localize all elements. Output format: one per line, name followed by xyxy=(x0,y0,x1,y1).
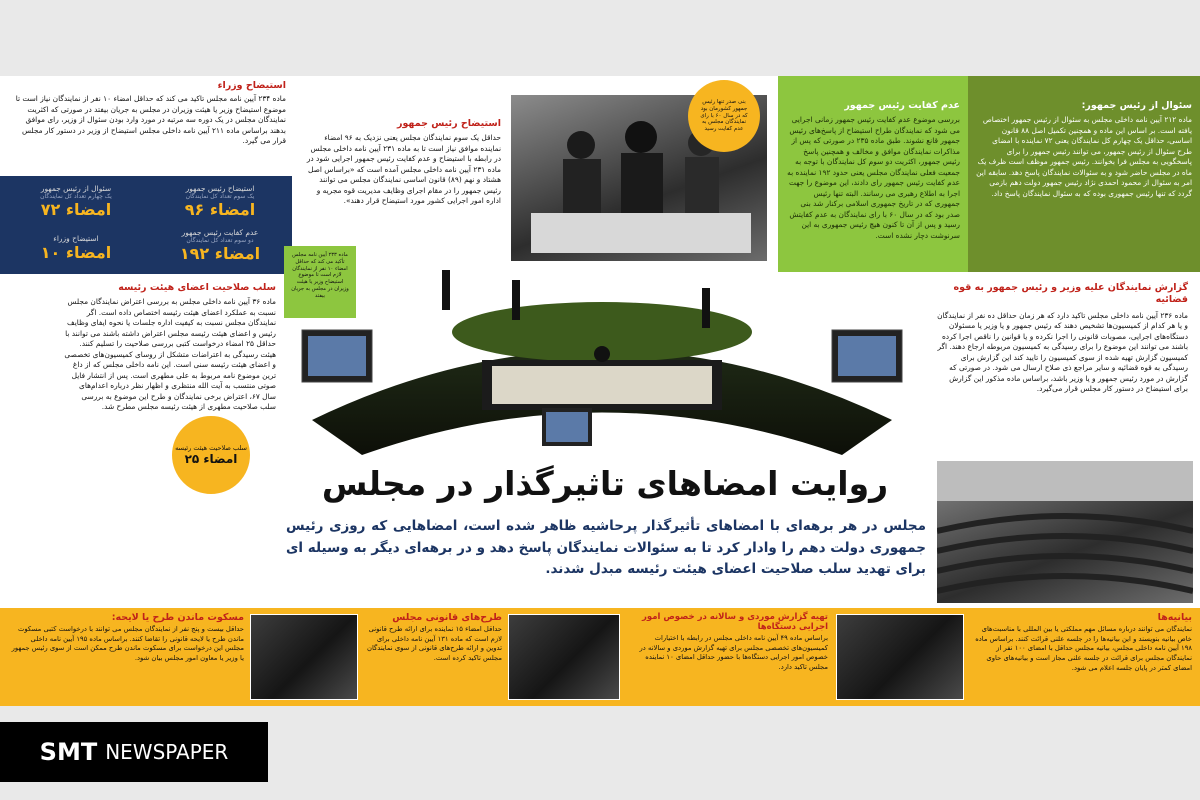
stat-1-label: استیضاح رئیس جمهور xyxy=(185,184,255,193)
stat-3-num: ۱۹۲ امضاء xyxy=(179,244,261,263)
estizah-vozara-text: ماده ۲۳۴ آیین نامه مجلس تاکید می کند که حداقل امضاء ۱۰ نفر از نمایندگان نیاز است تا موضوع استیضاح وزیر یا هیئت وزیران در مجلس به جریان بیفتد در صورتی که اکثریت نمایندگان مجلس در یک دوره سه مرتبه در مورد وارد بودن سئوال از وزیر، رای موافق بدهند براساس ماده ۲۱۱ آیین نامه داخلی مجلس استیضاح از وزیر در دستور کار مجلس قرار می گیرد. xyxy=(15,94,286,146)
gozaresh-box xyxy=(930,282,1192,458)
bottom-photo-1 xyxy=(836,614,964,700)
tarhha-text: حداقل امضاء ۱۵ نماینده برای ارائه طرح قانونی لازم است که ماده ۱۳۱ آیین نامه داخلی برای تدوین و ارائه طرح‌های قانونی از سوی نمایندگان مجلس تاکید کرده است. xyxy=(366,625,502,662)
stat-1-sub: یک سوم تعداد کل نمایندگان xyxy=(185,193,255,200)
logo-brand: SMT xyxy=(39,738,98,766)
logo-suffix: NEWSPAPER xyxy=(105,740,229,764)
chamber-rows xyxy=(937,461,1193,603)
green-note-text: ماده ۲۳۳ آیین نامه مجلس تأکید می کند که حداقل امضاء ۱۰ نفر از نمایندگان لازم است تا موضوع استیضاح وزیر یا هیئت وزیران در مجلس به جریان بیفتد xyxy=(291,252,349,299)
bottom-photo-3 xyxy=(250,614,358,700)
bayaniyeha-text: نمایندگان می توانند درباره مسائل مهم مملکتی یا بین المللی با مناسبت‌های خاص بیانیه بنویسند و این بیانیه‌ها را در جلسه علنی قرائت کنند. براساس ماده ۱۹۸ آیین نامه داخلی مجلس، بیانیه مجلس حداقل با امضای ۱۰۰ نفر از نمایندگان مجلس برای قرائت در جلسه علنی مجاز است و بیانیه‌های حاوی امضای کمتر در پایان جلسه اعلام می شود. xyxy=(975,625,1192,672)
stat-3-label: عدم کفایت رئیس جمهور xyxy=(181,228,259,237)
estizah-vozara-title: استیضاح وزراء xyxy=(217,80,286,91)
adam-kefayat-box xyxy=(778,76,968,272)
tahieh-text: براساس ماده ۴۹ آیین نامه داخلی مجلس در رابطه با اختیارات کمیسیون‌های تخصصی مجلس برای تهیه گزارش موردی و سالانه در خصوص امور اجرایی دستگاه‌ها با حضور حداقل امضای ۱۰ نماینده مجلس تاکید دارد. xyxy=(639,634,828,671)
bayaniyeha-box xyxy=(968,610,1196,704)
smt-newspaper-logo xyxy=(0,722,268,782)
sokut-box xyxy=(6,610,248,704)
chamber-photo-right xyxy=(936,460,1194,604)
estizah-raees-text: حداقل یک سوم نمایندگان مجلس یعنی نزدیک به ۹۶ امضاء نماینده موافق نیاز است تا به ماده ۲۳۱ آیین نامه داخلی مجلس در رابطه با استیضاح و عدم کفایت رئیس جمهور اجرایی شود در ماده ۲۳۱ آیین نامه داخلی مجلس آمده است که «براساس اصل هشتاد و نهم (۸۹) قانون اساسی نمایندگان مجلس می توانند رئیس جمهور را در مقام اجرای وظایف مدیریت قوه مجریه و اداره امور اجرایی کشور مورد استیضاح قرار دهند». xyxy=(306,133,501,206)
parliament-hall-photo xyxy=(282,260,922,460)
salb-salahiyat-text: ماده ۳۶ آیین نامه داخلی مجلس به بررسی اعتراض نمایندگان مجلس نسبت به عملکرد اعضای هیئت رئیسه اختصاص داده است. اگر نمایندگان مجلس نسبت به کیفیت اداره جلسات یا نحوه ایفای وظایف رئیس و اعضای هیئت رئیسه مجلس اعتراض داشته باشند می توانند با حداقل ۲۵ امضاء درخواست کتبی بررسی صلاحیت را تسلیم کنند. هیئت رسیدگی به اعتراضات متشکل از روسای کمیسیون‌های تخصصی و اعضای هیئت رئیسه سنی است. این نامه داخلی مجلس که از داغ ترین موضوع نامه مربوط به علی مطهری است. پس از انتشار فایل صوتی منتسب به آیت الله منتظری و اظهار نظر درباره اعدام‌های سال ۶۷، اعتراض برخی نمایندگان و طرح این موضوع به بررسی سلب صلاحیت مطهری از هیئت رئیسه مجلس مطرح شد. xyxy=(64,297,276,412)
bayaniyeha-title: بیانیه‌ها xyxy=(1157,612,1192,623)
soal-raees-text: ماده ۲۱۲ آیین نامه داخلی مجلس به سئوال از رئیس جمهور اختصاص یافته است. بر اساس این ماده و همچنین تکمیل اصل ۸۸ قانون اساسی، حداقل یک چهارم کل نمایندگان یعنی ۷۲ نماینده با امضای طرح سئوال از رئیس جمهور، می توانند رئیس جمهور را برای پاسخگویی به مجلس فرا بخوانند. رئیس جمهور موظف است ظرف یک ماه در مجلس حاضر شود و به سئوالات نمایندگان پاسخ دهد. سابقه این امر به سئوال از محمود احمدی نژاد رئیس جمهور دولت دهم بازمی گردد که تنها رئیس جمهوری بوده که به سئوال نمایندگان پاسخ داد. xyxy=(976,115,1192,198)
sokut-title: مسکوت ماندن طرح یا لایحه: xyxy=(111,612,244,623)
parliament-hall-graphic xyxy=(282,260,922,460)
stat-2 xyxy=(6,184,146,219)
adam-kefayat-title: عدم کفایت رئیس جمهور xyxy=(844,100,960,111)
tahieh-title: تهیه گزارش موردی و سالانه در خصوص امور اجرایی دستگاه‌ها xyxy=(642,612,828,632)
tarhha-box xyxy=(360,610,506,704)
gozaresh-title: گزارش نمایندگان علیه وزیر و رئیس جمهور به قوه قضائیه xyxy=(953,282,1188,306)
lead-paragraph: مجلس در هر برهه‌ای با امضاهای تأثیرگذار پرحاشیه ظاهر شده است، امضاهایی که روزی رئیس جمهوری دولت دهم را وادار کرد تا به سئوالات نمایندگان پاسخ دهد و در برهه‌ای دیگر به وسیله ای برای تهدید سلب صلاحیت اعضای هیئت رئیسه مبدل شدند. xyxy=(286,518,926,578)
stat-1 xyxy=(150,184,290,219)
salb-salahiyat-title: سلب صلاحیت اعضای هیئت رئیسه xyxy=(118,282,276,293)
estizah-raees-box xyxy=(300,118,505,258)
gozaresh-text: ماده ۲۳۶ آیین نامه داخلی مجلس تاکید دارد که هر زمان حداقل ده نفر از نمایندگان و یا هر کدام از کمیسیون‌ها تشخیص دهند که رئیس جمهور و یا وزیر یا مسئولان دستگاه‌های اجرایی، مصوبات قانونی را اجرا نکرده و یا قوانین را ناقص اجرا کرده باشند می توانند این موضوع را برای رسیدگی به کمیسیون مربوطه ارجاع دهند. اگر کمیسیون گزارش تهیه شده از سوی کمیسیون را تایید کند این گزارش برای رسیدگی به قوه قضائیه و سایر مراجع ذی صلاح ارسال می شود. در صورتی که گزارش در مورد رئیس جمهور و یا وزیر باشد، براساس ماده مذکور این گزارش برای استیضاح در دستور کار مجلس قرار می‌گیرد. xyxy=(937,310,1188,394)
stat-4 xyxy=(6,234,146,262)
stat-2-label: سئوال از رئیس جمهور xyxy=(40,184,112,193)
stat-2-num: ۷۲ امضاء xyxy=(40,200,112,219)
stat-4-num: ۱۰ امضاء xyxy=(40,243,112,262)
soal-raees-title: سئوال از رئیس جمهور: xyxy=(1081,100,1192,111)
adam-kefayat-text: بررسی موضوع عدم کفایت رئیس جمهور زمانی اجرایی می شود که نمایندگان طراح استیضاح از پاسخ‌های رئیس جمهور قانع نشوند. طبق ماده ۲۳۵ در صورتی که پس از مذاکرات نمایندگان موافق و مخالف و همچنین پاسخ رئیس جمهور، اکثریت دو سوم کل نمایندگان با توجه به جمعیت فعلی نمایندگان مجلس یعنی حدود ۱۹۲ نماینده به عدم کفایت رئیس جمهور رای دادند، این موضوع را جهت اجرا به اطلاع رهبری می رسانند. البته تنها رئیس جمهوری که در تاریخ جمهوری اسلامی برکنار شد بنی صدر بود که در سال ۶۰ با رای نمایندگان به عدم کفایتش رسید و پس از آن تا کنون هیچ رئیس جمهوری به این سرنوشت دچار نشده است. xyxy=(787,115,960,240)
estizah-raees-title: استیضاح رئیس جمهور xyxy=(397,118,501,129)
soal-raees-box xyxy=(968,76,1200,272)
main-title: روایت امضاهای تاثیرگذار در مجلس xyxy=(321,464,889,503)
stat-1-num: ۹۶ امضاء xyxy=(184,200,256,219)
stat-3-sub: دو سوم تعداد کل نمایندگان xyxy=(186,237,254,244)
stats-box xyxy=(0,176,292,274)
tahieh-box xyxy=(622,610,832,704)
photo-caption-circle xyxy=(688,80,760,152)
stat-2-sub: یک چهارم تعداد کل نمایندگان xyxy=(40,193,112,200)
stat-4-label: استیضاح وزراء xyxy=(53,234,99,243)
estizah-vozara-box xyxy=(10,78,290,174)
salb-circle xyxy=(170,414,252,496)
photo-caption: بنی صدر تنها رئیس جمهور کشورمان بود که در سال ۶۰ با رای نمایندگان مجلس به عدم کفایت رسید xyxy=(700,98,748,133)
bottom-photo-2 xyxy=(508,614,620,700)
sokut-text: حداقل بیست و پنج نفر از نمایندگان مجلس می توانند با درخواست کتبی مسکوت ماندن طرح یا لایحه قانونی را تقاضا کنند. براساس ماده ۱۹۵ آیین نامه داخلی مجلس این درخواست برای مسکوت ماندن طرح ممکن است از سوی رئیس جمهور یا وزیر یا معاون امور مجلس بیان شود. xyxy=(11,625,244,662)
salb-circle-title: سلب صلاحیت هیئت رئیسه xyxy=(175,444,247,452)
salb-circle-num: ۲۵ امضاء xyxy=(184,452,238,466)
stat-3 xyxy=(150,228,290,263)
tarhha-title: طرح‌های قانونی مجلس xyxy=(392,612,502,623)
